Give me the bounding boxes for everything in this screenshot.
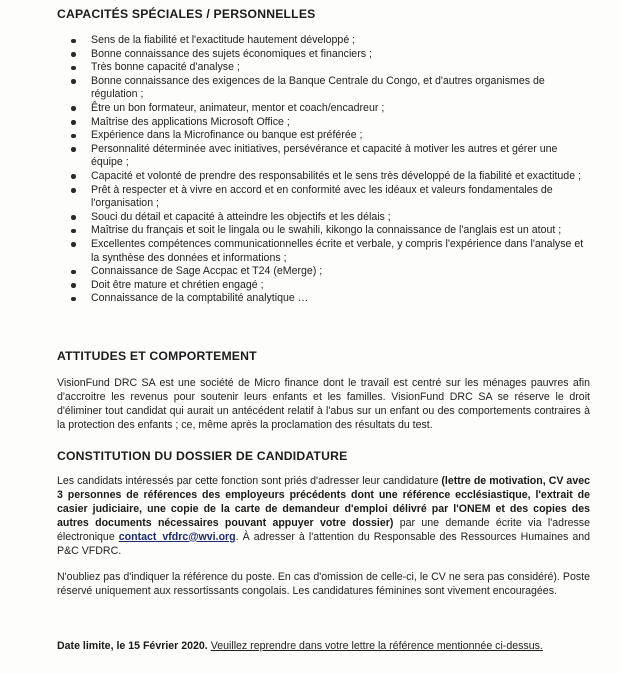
list-item: Très bonne capacité d'analyse ; (57, 61, 587, 75)
instructions-intro: Les candidats intéressés par cette fonction sont priés d'adresser leur candidature (57, 475, 442, 487)
deadline-reference-note: Veuillez reprendre dans votre lettre la référence mentionnée ci-dessus. (210, 640, 543, 652)
reference-note-paragraph: N'oubliez pas d'indiquer la référence du poste. En cas d'omission de celle-ci, le CV ne sera pas considéré). Poste réservé uniquement aux ressortissants congolais. Les candidatures féminines sont vivement encouragées. (57, 571, 590, 597)
section-title-attitudes: ATTITUDES ET COMPORTEMENT (57, 349, 257, 363)
list-item: Excellentes compétences communicationnelles écrite et verbale, y compris l'expérience dans l'analyse et la synthèse des données et informations ; (57, 238, 587, 265)
list-item: Bonne connaissance des sujets économiques et financiers ; (57, 48, 587, 62)
instructions-mid: par une demande écrite via l'adresse électronique (57, 516, 590, 543)
list-item: Être un bon formateur, animateur, mentor et coach/encadreur ; (57, 102, 587, 116)
capacites-list (57, 34, 587, 306)
deadline-paragraph (57, 640, 590, 654)
deadline-date: Date limite, le 15 Février 2020. (57, 640, 208, 652)
list-item: Doit être mature et chrétien engagé ; (57, 279, 587, 293)
required-documents-text: (lettre de motivation, CV avec 3 personnes de références des employeurs précédents dont une référence ecclésiastique, l'extrait de casier judiciaire, une copie de la carte de demandeur d'emploi délivré par l'ONEM et des copies des autres documents nécessaires pouvant appuyer votre dossier) (57, 475, 590, 529)
contact-email-link[interactable]: contact_vfdrc@wvi.org (118, 530, 236, 543)
list-item: Capacité et volonté de prendre des responsabilités et le sens très développé de la fiabilité et exactitude ; (57, 170, 587, 184)
list-item: Connaissance de la comptabilité analytique … (57, 292, 587, 306)
list-item: Maîtrise du français et soit le lingala ou le swahili, kikongo la connaissance de l'anglais est un atout ; (57, 224, 587, 238)
list-item: Bonne connaissance des exigences de la Banque Centrale du Congo, et d'autres organismes de régulation ; (57, 75, 587, 102)
list-item: Expérience dans la Microfinance ou banque est préférée ; (57, 129, 587, 143)
list-item: Sens de la fiabilité et l'exactitude hautement développé ; (57, 34, 587, 48)
list-item: Prêt à respecter et à vivre en accord et en conformité avec les idéaux et valeurs fondamentales de l'organisation ; (57, 184, 587, 211)
list-item: Personnalité déterminée avec initiatives, persévérance et capacité à motiver les autres et gérer une équipe ; (57, 143, 587, 170)
instructions-end: . À adresser à l'attention du Responsable des Ressources Humaines and P&C VFDRC. (57, 530, 590, 557)
attitudes-paragraph: VisionFund DRC SA est une société de Micro finance dont le travail est centré sur les ménages pauvres afin d'accroitre les revenus pour soutenir leurs enfants et les familles. VisionFund DRC SA se réserve le droit d'éliminer tout candidat qui aurait un antécédent relatif à l'abus sur un enfant ou des comportements contraires à la protection des enfants ; ce, même après la proclamation des résultats du test. (57, 377, 590, 431)
list-item: Maîtrise des applications Microsoft Office ; (57, 116, 587, 130)
section-title-constitution: CONSTITUTION DU DOSSIER DE CANDIDATURE (57, 449, 348, 463)
list-item: Souci du détail et capacité à atteindre les objectifs et les délais ; (57, 211, 587, 225)
application-instructions-paragraph (57, 475, 590, 558)
list-item: Connaissance de Sage Accpac et T24 (eMerge) ; (57, 265, 587, 279)
section-title-capacites: CAPACITÉS SPÉCIALES / PERSONNELLES (57, 7, 316, 21)
